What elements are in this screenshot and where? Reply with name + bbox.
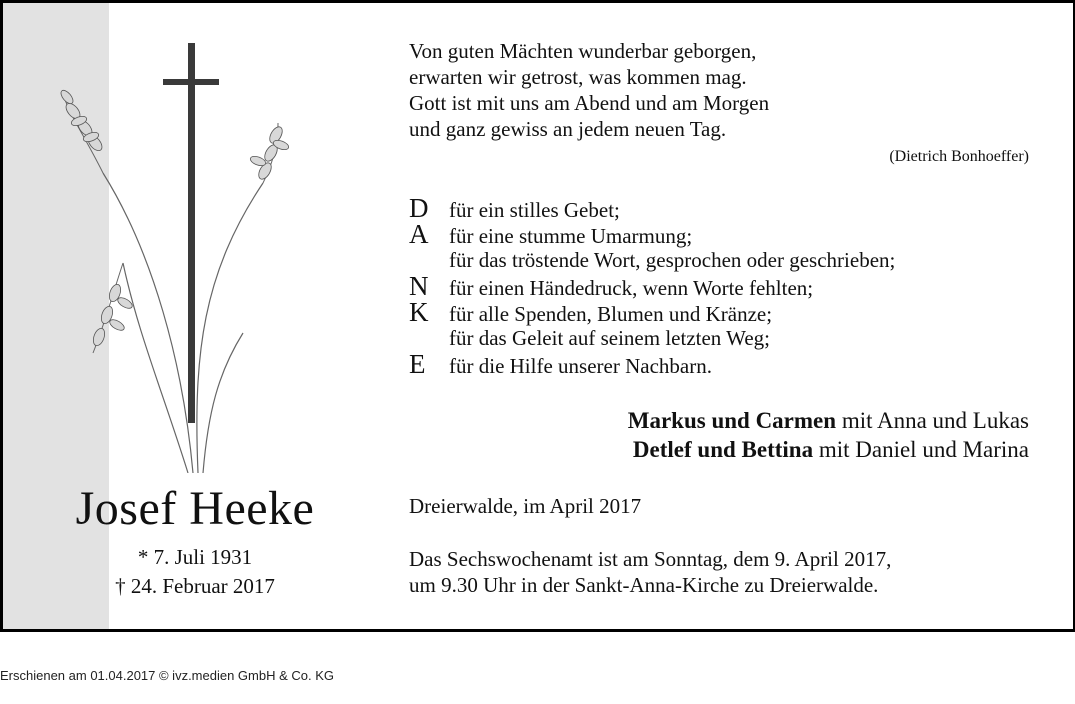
death-date: † 24. Februar 2017 [115,574,275,598]
cross-with-wheat-illustration [43,33,303,473]
poem-line: und ganz gewiss an jedem neuen Tag. [409,117,727,141]
service-notice [409,546,1029,598]
notice-line: um 9.30 Uhr in der Sankt-Anna-Kirche zu Dreierwalde. [409,573,879,597]
danke-letter: N [409,271,429,301]
danke-text: für einen Händedruck, wenn Worte fehlten; [449,276,814,300]
danke-text: für alle Spenden, Blumen und Kränze; [449,302,773,326]
life-dates [3,543,387,601]
danke-row [409,221,1039,247]
birth-date: * 7. Juli 1931 [137,545,253,569]
place-date: Dreierwalde, im April 2017 [409,494,642,518]
danke-text: für die Hilfe unserer Nachbarn. [449,354,712,378]
family-signatures [409,406,1029,464]
wheat-grain-icon [59,88,290,347]
family-line [409,435,1029,464]
danke-text: für das Geleit auf seinem letzten Weg; [449,326,770,350]
danke-row [409,351,1039,377]
danke-row [409,195,1039,221]
danke-text: für eine stumme Umarmung; [449,224,693,248]
danke-row [409,247,1039,273]
poem-line: erwarten wir getrost, was kommen mag. [409,65,747,89]
poem [409,38,1029,142]
danke-letter: D [409,193,429,223]
danke-row [409,299,1039,325]
cross-icon [163,43,219,423]
danke-row [409,273,1039,299]
notice-line: Das Sechswochenamt ist am Sonntag, dem 9. April 2017, [409,547,892,571]
family-children: mit Daniel und Marina [813,437,1029,462]
danke-text: für das tröstende Wort, gesprochen oder geschrieben; [449,248,896,272]
family-names: Markus und Carmen [627,408,837,433]
danke-text: für ein stilles Gebet; [449,198,620,222]
danke-row [409,325,1039,351]
danke-letter: E [409,349,426,379]
danke-letter: K [409,297,429,327]
poem-line: Gott ist mit uns am Abend und am Morgen [409,91,770,115]
family-line [409,406,1029,435]
poem-author: (Dietrich Bonhoeffer) [889,148,1029,165]
deceased-name: Josef Heeke [75,482,315,535]
danke-letter: A [409,219,429,249]
danke-list [409,195,1039,377]
publication-footer: Erschienen am 01.04.2017 © ivz.medien GmbH & Co. KG [0,668,335,683]
family-children: mit Anna und Lukas [836,408,1029,433]
family-names: Detlef und Bettina [632,437,814,462]
poem-line: Von guten Mächten wunderbar geborgen, [409,39,757,63]
